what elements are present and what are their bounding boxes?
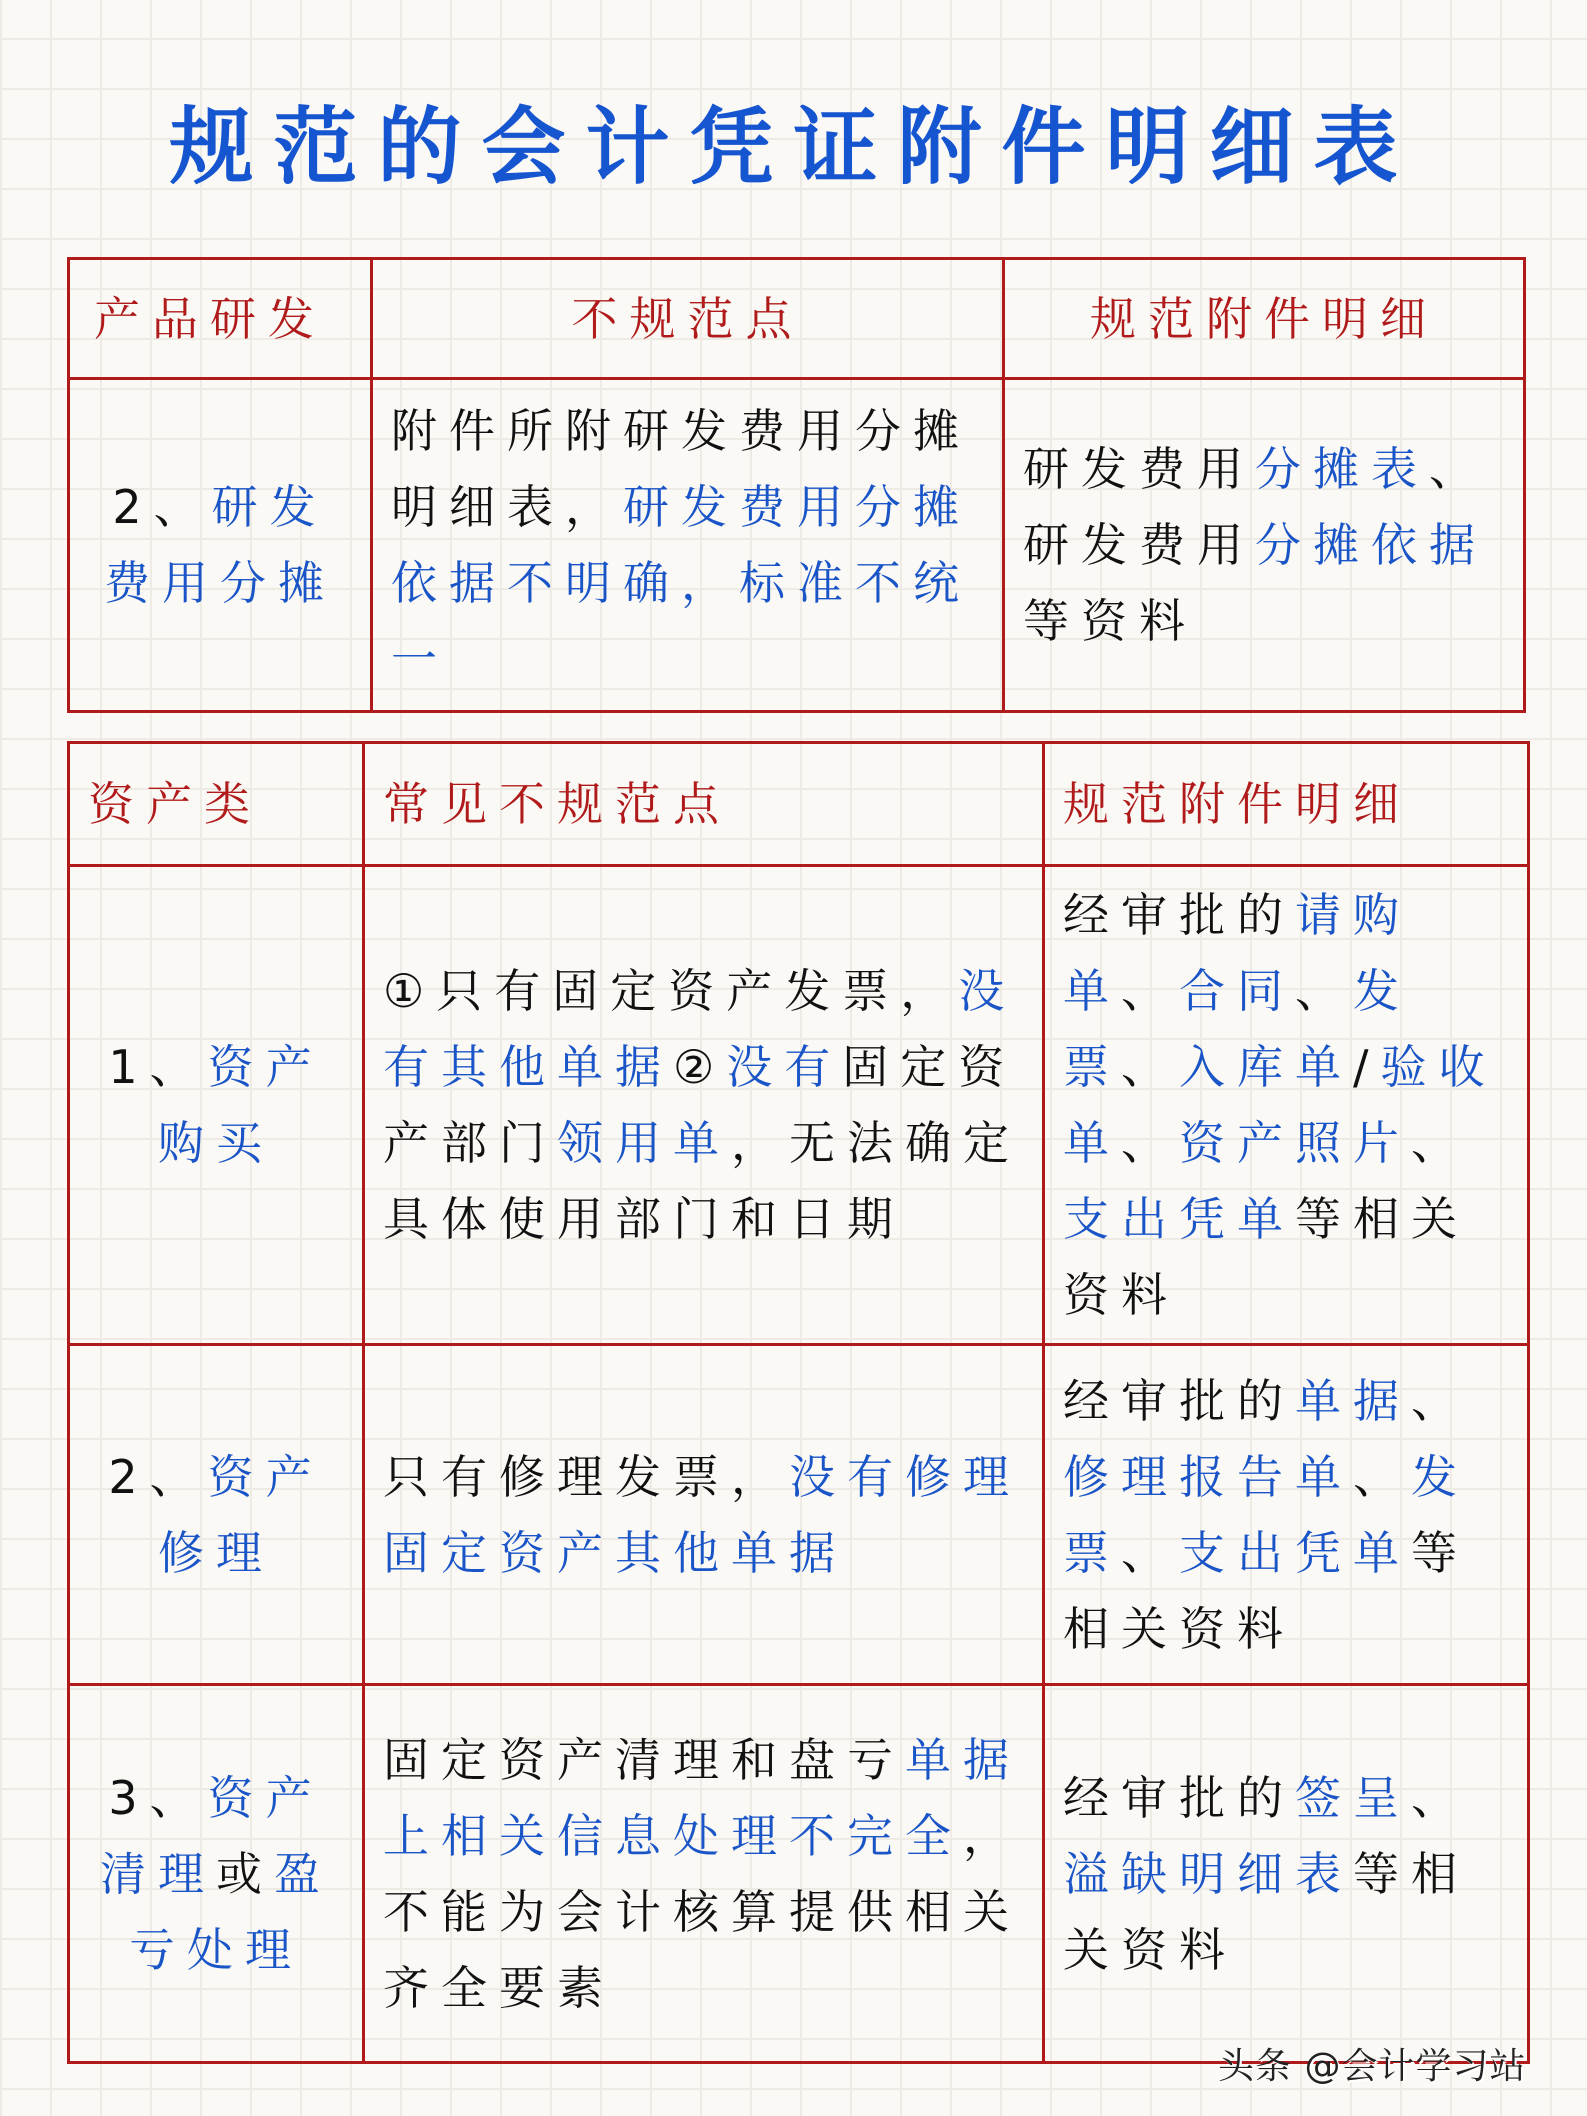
cell-text: 等相关资料 (1063, 1846, 1469, 1977)
cell-text: 附件所附研发费用分摊明细表， (391, 404, 971, 534)
highlight-text: 发票 (1063, 964, 1411, 1094)
row-issue-cell (372, 379, 1004, 712)
highlight-text: 单据 (1295, 1373, 1411, 1428)
header-cell-category: 资产类 (69, 743, 364, 866)
highlight-text: 领用单 (557, 1116, 731, 1170)
highlight-text: 合同 (1179, 964, 1295, 1018)
cell-text: 固定资产清理和盘亏 (383, 1732, 905, 1787)
table-row (69, 379, 1525, 712)
header-cell-issues: 常见不规范点 (364, 743, 1044, 866)
row-category-cell (69, 1345, 364, 1685)
row-issue-cell (364, 866, 1044, 1345)
row-attachment-cell (1044, 1685, 1529, 2063)
cell-text: 、 (1121, 1525, 1179, 1580)
highlight-text: 研发费用分摊依据不明确，标准不统一 (391, 480, 971, 686)
row-attachment-cell (1044, 1345, 1529, 1685)
header-cell-category: 产品研发 (69, 259, 372, 379)
highlight-text: 入库单 (1179, 1040, 1353, 1094)
highlight-text: 单据上相关信息处理不完全 (383, 1732, 1021, 1863)
header-cell-attachments: 规范附件明细 (1044, 743, 1529, 866)
row-attachment-cell (1004, 379, 1525, 712)
cell-text: 只有修理发票， (383, 1449, 789, 1504)
row-category-cell (69, 866, 364, 1345)
cell-text: 、 (1411, 1116, 1469, 1170)
highlight-text: 发票 (1063, 1449, 1469, 1580)
highlight-text: 没有 (726, 1040, 843, 1094)
cell-text: 固定资产部门 (383, 1040, 1017, 1170)
cell-text: 1、 (108, 1040, 208, 1094)
row-issue-cell (364, 1685, 1044, 2063)
highlight-text: 支出凭单 (1179, 1525, 1411, 1580)
cell-text: 、 (1121, 964, 1179, 1018)
table-row (69, 1685, 1529, 2063)
highlight-text: 分摊表 (1255, 442, 1429, 496)
table-row (69, 866, 1529, 1345)
highlight-text: 支出凭单 (1063, 1192, 1295, 1246)
row-attachment-cell (1044, 866, 1529, 1345)
highlight-text: 请购单 (1063, 888, 1411, 1018)
highlight-text: 修理报告单 (1063, 1449, 1353, 1504)
highlight-text: 没有修理固定资产其他单据 (383, 1449, 1021, 1580)
cell-text: 等资料 (1023, 594, 1197, 648)
cell-text: 2、 (108, 1449, 208, 1504)
highlight-text: 资产购买 (158, 1040, 324, 1170)
cell-text: 、 (1295, 964, 1353, 1018)
highlight-text: 验收单 (1063, 1040, 1497, 1170)
header-cell-attachments: 规范附件明细 (1004, 259, 1525, 379)
cell-text: 、 (1411, 1373, 1469, 1428)
cell-text: 2、 (112, 480, 212, 534)
cell-text: ①只有固定资产发票， (383, 964, 959, 1018)
cell-text: 经审批的 (1063, 1770, 1295, 1825)
cell-text: 经审批的 (1063, 888, 1295, 942)
row-category-cell (69, 1685, 364, 2063)
asset-table (67, 741, 1530, 2064)
highlight-text: 没有其他单据 (383, 964, 1017, 1094)
rd-table (67, 257, 1526, 713)
highlight-text: 研发费用分摊 (104, 480, 336, 610)
cell-text: 3、 (108, 1770, 208, 1825)
row-category-cell (69, 379, 372, 712)
page-title: 规范的会计凭证附件明细表 (169, 98, 1418, 196)
cell-text: ② (673, 1040, 727, 1094)
header-cell-issues: 不规范点 (372, 259, 1004, 379)
highlight-text: 资产修理 (158, 1449, 324, 1580)
cell-text: 、研发费用 (1023, 442, 1487, 572)
cell-text: ，无法确定具体使用部门和日期 (383, 1116, 1021, 1246)
highlight-text: 资产清理 (100, 1770, 324, 1901)
cell-text: / (1353, 1040, 1381, 1094)
watermark: 头条 @会计学习站 (1218, 2046, 1527, 2087)
cell-text: ，不能为会计核算提供相关齐全要素 (383, 1808, 1021, 2015)
highlight-text: 分摊依据 (1255, 518, 1487, 572)
table-header-row (69, 743, 1529, 866)
cell-text: 等相关资料 (1063, 1525, 1469, 1656)
table-row (69, 1345, 1529, 1685)
table-header-row (69, 259, 1525, 379)
row-issue-cell (364, 1345, 1044, 1685)
cell-text: 经审批的 (1063, 1373, 1295, 1428)
cell-text: 、 (1411, 1770, 1469, 1825)
cell-text: 、 (1121, 1040, 1179, 1094)
cell-text: 等相关资料 (1063, 1192, 1469, 1322)
highlight-text: 溢缺明细表 (1063, 1846, 1353, 1901)
cell-text: 研发费用 (1023, 442, 1255, 496)
highlight-text: 资产照片 (1179, 1116, 1411, 1170)
cell-text: 、 (1353, 1449, 1411, 1504)
cell-text: 、 (1121, 1116, 1179, 1170)
highlight-text: 签呈 (1295, 1770, 1411, 1825)
cell-text: 或 (216, 1846, 274, 1901)
highlight-text: 盈亏处理 (129, 1846, 332, 1977)
